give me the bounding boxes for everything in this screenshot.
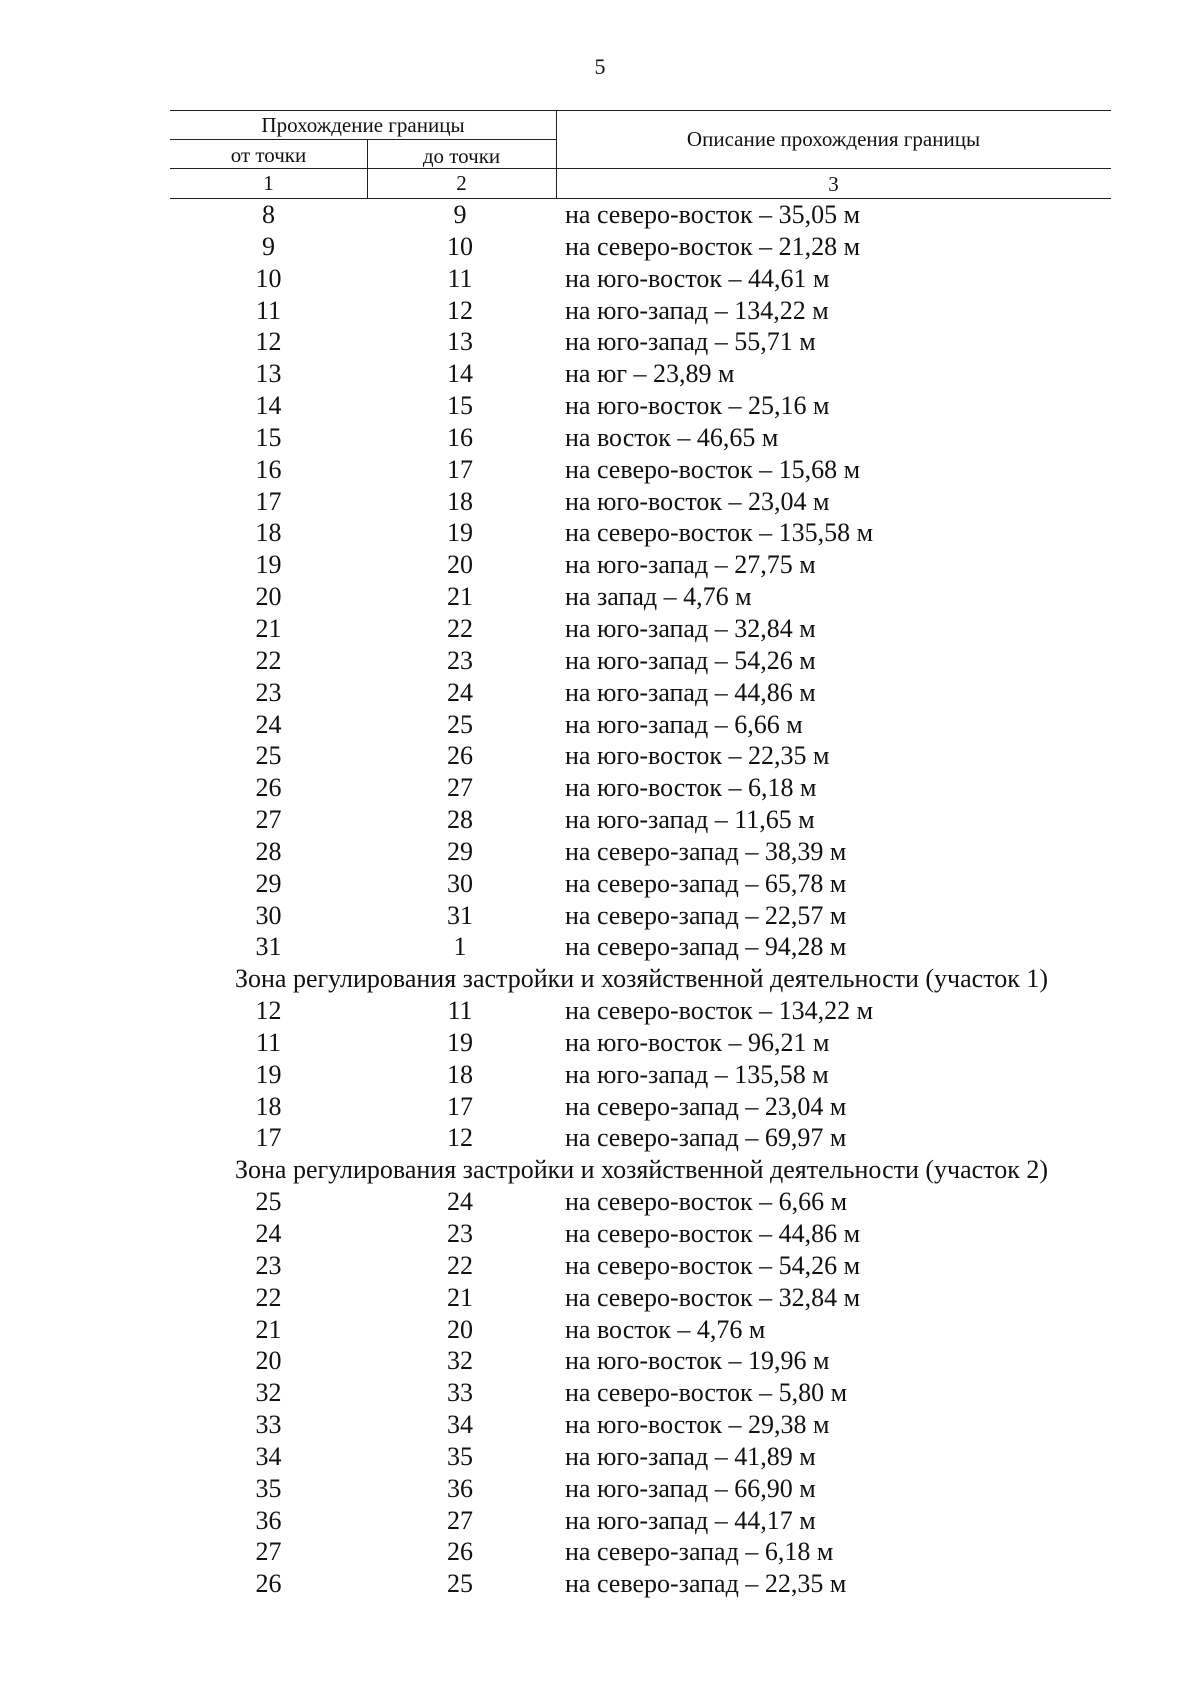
table-row [0,326,1200,358]
to-point-cell: 20 [447,550,473,580]
table-row [0,231,1200,263]
description-cell: на юго-запад – 66,90 м [565,1473,816,1503]
from-point-cell: 10 [255,263,282,293]
to-point-cell: 12 [447,1123,473,1153]
to-point-cell: 28 [447,805,473,835]
header-mid-rule [170,168,1111,169]
table-row [0,486,1200,518]
table-row [0,1122,1200,1154]
from-point-cell: 27 [255,805,282,835]
to-point-cell: 17 [447,1091,473,1121]
table-row [0,1314,1200,1346]
from-point-cell: 26 [255,1569,282,1599]
from-point-cell: 15 [255,422,282,452]
from-point-cell: 17 [255,486,282,516]
table-row [0,1505,1200,1537]
from-point-cell: 36 [255,1505,282,1535]
description-cell: на северо-восток – 5,80 м [565,1378,848,1408]
description-cell: на северо-восток – 6,66 м [565,1187,848,1217]
description-cell: на северо-восток – 54,26 м [565,1250,861,1280]
description-cell: на северо-восток – 21,28 м [565,231,861,261]
table-row [0,1473,1200,1505]
from-point-cell: 23 [255,677,282,707]
table-row [0,199,1200,231]
from-point-cell: 30 [255,900,282,930]
from-point-cell: 29 [255,868,282,898]
to-point-cell: 1 [453,932,467,962]
section-heading: Зона регулирования застройки и хозяйственной деятельности (участок 2) [234,1155,1049,1185]
description-cell: на северо-запад – 38,39 м [565,836,847,866]
section-heading-row [0,963,1200,995]
from-point-cell: 8 [262,200,275,229]
to-point-cell: 29 [447,836,473,866]
from-point-cell: 20 [255,582,282,612]
description-cell: на запад – 4,76 м [565,582,752,612]
to-point-cell: 33 [447,1378,473,1408]
description-cell: на северо-запад – 65,78 м [565,868,847,898]
to-point-cell: 31 [447,900,473,930]
header-col-number-1: 1 [263,171,274,195]
table-row [0,1250,1200,1282]
to-point-cell: 20 [447,1314,473,1344]
table-row [0,1345,1200,1377]
description-cell: на юго-восток – 19,96 м [565,1346,830,1376]
description-cell: на северо-восток – 32,84 м [565,1282,861,1312]
header-col-number-2: 2 [456,171,467,195]
header-group-title: Прохождение границы [261,113,465,137]
description-cell: на северо-запад – 94,28 м [565,932,847,962]
from-point-cell: 12 [255,327,282,357]
to-point-cell: 18 [447,486,473,516]
to-point-cell: 26 [447,741,473,771]
section-heading-row [0,1154,1200,1186]
table-row [0,1409,1200,1441]
table-row [0,1218,1200,1250]
to-point-cell: 14 [447,359,473,389]
from-point-cell: 22 [255,645,282,675]
table-row [0,868,1200,900]
description-cell: на северо-запад – 22,57 м [565,900,847,930]
description-cell: на юго-восток – 44,61 м [565,263,830,293]
table-row [0,390,1200,422]
description-cell: на северо-восток – 44,86 м [565,1219,861,1248]
table-row [0,709,1200,741]
description-cell: на северо-восток – 35,05 м [565,200,861,229]
description-cell: на северо-запад – 23,04 м [565,1091,847,1121]
header-description-label: Описание прохождения границы [686,127,981,151]
description-cell: на юго-запад – 55,71 м [565,327,816,357]
table-row [0,1059,1200,1091]
header-group-rule [170,139,556,140]
table-row [0,804,1200,836]
table-row [0,1282,1200,1314]
to-point-cell: 11 [447,263,473,293]
description-cell: на северо-запад – 69,97 м [565,1123,847,1153]
from-point-cell: 12 [255,996,282,1026]
table-row [0,1536,1200,1568]
from-point-cell: 19 [255,550,282,580]
to-point-cell: 15 [447,391,473,421]
description-cell: на юго-запад – 54,26 м [565,645,816,675]
description-cell: на юго-восток – 6,18 м [565,773,817,803]
header-from-label: от точки [230,143,307,167]
to-point-cell: 21 [447,1282,473,1312]
section-heading: Зона регулирования застройки и хозяйственной деятельности (участок 1) [234,964,1049,994]
from-point-cell: 18 [255,1091,282,1121]
description-cell: на юго-восток – 96,21 м [565,1027,830,1057]
to-point-cell: 12 [447,295,473,325]
description-cell: на юг – 23,89 м [565,359,735,389]
from-point-cell: 14 [255,391,282,421]
from-point-cell: 21 [255,613,282,643]
to-point-cell: 9 [453,200,467,229]
table-row [0,263,1200,295]
from-point-cell: 33 [255,1410,282,1440]
description-cell: на юго-восток – 23,04 м [565,486,830,516]
table-body [0,199,1200,1600]
table-row [0,358,1200,390]
table-row [0,1186,1200,1218]
description-cell: на юго-восток – 29,38 м [565,1410,830,1440]
page-number: 5 [594,54,606,79]
to-point-cell: 26 [447,1537,473,1567]
header-top-rule [170,110,1111,111]
table-row [0,836,1200,868]
from-point-cell: 35 [255,1473,282,1503]
to-point-cell: 27 [447,773,473,803]
header-to-label: до точки [422,144,501,168]
from-point-cell: 24 [255,709,282,739]
table-row [0,613,1200,645]
table-row [0,931,1200,963]
table-row [0,995,1200,1027]
description-cell: на северо-запад – 22,35 м [565,1569,847,1599]
to-point-cell: 25 [447,1569,473,1599]
table-row [0,549,1200,581]
table-row [0,645,1200,677]
from-point-cell: 11 [255,1027,282,1057]
to-point-cell: 27 [447,1505,473,1535]
description-cell: на юго-восток – 22,35 м [565,741,830,771]
to-point-cell: 19 [447,518,473,548]
description-cell: на северо-восток – 15,68 м [565,454,861,484]
description-cell: на юго-запад – 41,89 м [565,1441,816,1471]
from-point-cell: 26 [255,773,282,803]
from-point-cell: 25 [255,1187,282,1217]
table-row [0,1568,1200,1600]
from-point-cell: 24 [255,1219,282,1248]
description-cell: на юго-восток – 25,16 м [565,391,830,421]
description-cell: на юго-запад – 135,58 м [565,1059,829,1089]
from-point-cell: 17 [255,1123,282,1153]
to-point-cell: 11 [447,996,473,1026]
to-point-cell: 22 [447,613,473,643]
to-point-cell: 13 [447,327,473,357]
to-point-cell: 21 [447,582,473,612]
table-row [0,517,1200,549]
from-point-cell: 31 [255,932,282,962]
description-cell: на юго-запад – 44,17 м [565,1505,816,1535]
to-point-cell: 32 [447,1346,473,1376]
from-point-cell: 13 [255,359,282,389]
description-cell: на юго-запад – 6,66 м [565,709,803,739]
to-point-cell: 23 [447,1219,473,1248]
table-row [0,581,1200,613]
description-cell: на юго-запад – 27,75 м [565,550,816,580]
description-cell: на восток – 46,65 м [565,422,779,452]
description-cell: на юго-запад – 44,86 м [565,677,816,707]
from-point-cell: 32 [255,1378,282,1408]
from-point-cell: 25 [255,741,282,771]
to-point-cell: 24 [447,1187,473,1217]
from-point-cell: 34 [255,1441,282,1471]
to-point-cell: 36 [447,1473,473,1503]
description-cell: на восток – 4,76 м [565,1314,766,1344]
from-point-cell: 20 [255,1346,282,1376]
from-point-cell: 28 [255,836,282,866]
to-point-cell: 35 [447,1441,473,1471]
table-row [0,1441,1200,1473]
table-row [0,1027,1200,1059]
to-point-cell: 23 [447,645,473,675]
to-point-cell: 18 [447,1059,473,1089]
from-point-cell: 23 [255,1250,282,1280]
to-point-cell: 17 [447,454,473,484]
table-row [0,1091,1200,1123]
table-row [0,677,1200,709]
to-point-cell: 22 [447,1250,473,1280]
description-cell: на юго-запад – 32,84 м [565,613,816,643]
table-row [0,740,1200,772]
to-point-cell: 25 [447,709,473,739]
from-point-cell: 19 [255,1059,282,1089]
from-point-cell: 21 [255,1314,282,1344]
description-cell: на юго-запад – 134,22 м [565,295,829,325]
to-point-cell: 16 [447,422,473,452]
to-point-cell: 30 [447,868,473,898]
to-point-cell: 24 [447,677,473,707]
from-point-cell: 11 [255,295,282,325]
table-row [0,454,1200,486]
table-header [170,110,1111,199]
description-cell: на северо-запад – 6,18 м [565,1537,834,1567]
table-row [0,900,1200,932]
table-row [0,295,1200,327]
from-point-cell: 22 [255,1282,282,1312]
to-point-cell: 19 [447,1027,473,1057]
to-point-cell: 10 [447,231,473,261]
from-point-cell: 18 [255,518,282,548]
description-cell: на северо-восток – 135,58 м [565,518,874,548]
from-point-cell: 9 [262,231,275,261]
description-cell: на юго-запад – 11,65 м [565,805,815,835]
table-row [0,422,1200,454]
from-point-cell: 16 [255,454,282,484]
header-col-number-3: 3 [828,172,839,196]
description-cell: на северо-восток – 134,22 м [565,996,874,1026]
table-row [0,1377,1200,1409]
from-point-cell: 27 [255,1537,282,1567]
table-row [0,772,1200,804]
to-point-cell: 34 [447,1410,473,1440]
